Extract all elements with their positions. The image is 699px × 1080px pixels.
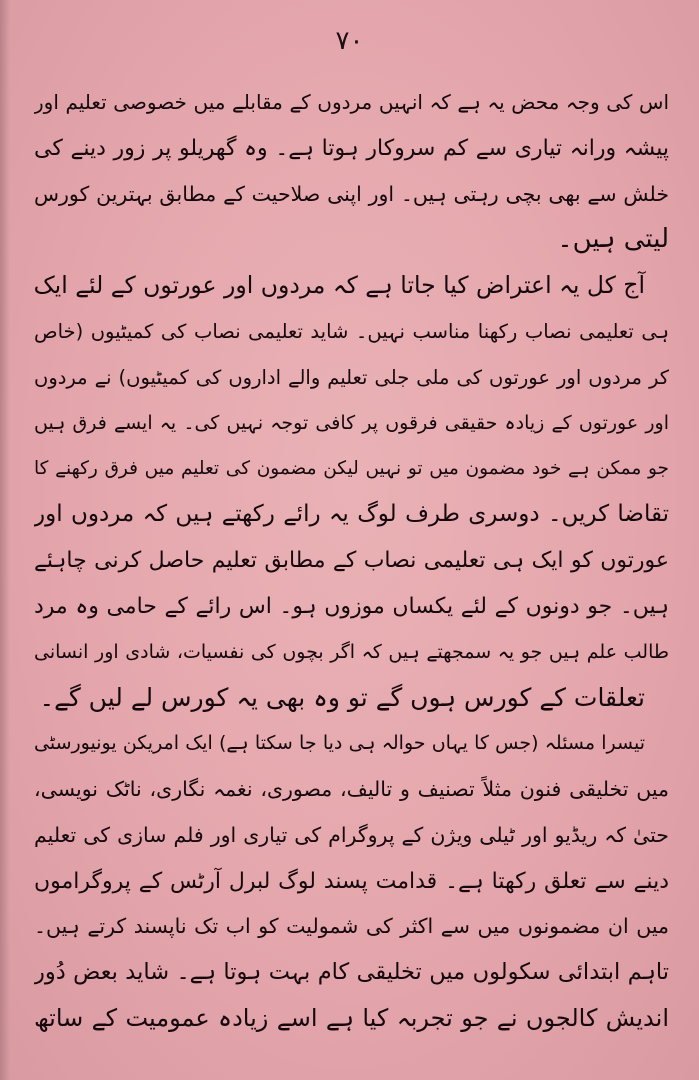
text-line: کر مردوں اور عورتوں کی ملی جلی تعلیم والے اداروں کی کمیٹیوں) نے مردوں <box>34 365 669 389</box>
text-line: عورتوں کو ایک ہی تعلیمی نصاب کے مطابق تعلیم حاصل کرنی چاہئے <box>34 547 669 573</box>
page-number: ۷۰ <box>335 26 364 56</box>
text-line: ہیں۔ جو دونوں کے لئے یکساں موزوں ہو۔ اس رائے کے حامی وہ مرد <box>34 593 669 619</box>
paragraph-3 <box>34 721 669 1042</box>
text-line: اور عورتوں کے زیادہ حقیقی فرقوں پر کافی توجہ نہیں کی۔ یہ ایسے فرق ہیں <box>34 411 669 434</box>
text-line: تیسرا مسئلہ (جس کا یہاں حوالہ ہی دیا جا سکتا ہے) ایک امریکن یونیورسٹی <box>34 732 645 755</box>
text-line: جو ممکن ہے خود مضمون میں تو نہیں لیکن مضمون کی تعلیم میں فرق رکھنے کا <box>34 458 669 480</box>
paragraph-2 <box>34 263 669 721</box>
text-line: تقاضا کریں۔ دوسری طرف لوگ یہ رائے رکھتے ہیں کہ مردوں اور <box>34 501 669 528</box>
text-line: دینے سے تعلق رکھتا ہے۔ قدامت پسند لوگ لبرل آرٹس کے پروگراموں <box>34 868 669 894</box>
paragraph-1 <box>34 80 669 263</box>
page-body <box>34 80 669 1042</box>
text-line: آج کل یہ اعتراض کیا جاتا ہے کہ مردوں اور عورتوں کے لئے ایک <box>34 271 645 300</box>
text-line: اندیش کالجوں نے جو تجربہ کیا ہے اسے زیادہ عمومیت کے ساتھ <box>34 1003 669 1032</box>
text-line: میں تخلیقی فنون مثلاً تصنیف و تالیف، مصوری، نغمہ نگاری، ناٹک نویسی، <box>34 776 669 801</box>
text-line: حتیٰ کہ ریڈیو اور ٹیلی ویژن کے پروگرام کی تیاری اور فلم سازی کی تعلیم <box>34 822 669 847</box>
text-line: خلش سے بھی بچی رہتی ہیں۔ اور اپنی صلاحیت کے مطابق بہترین کورس <box>34 181 669 206</box>
text-line: طالب علم ہیں جو یہ سمجھتے ہیں کہ اگر بچوں کی نفسیات، شادی اور انسانی <box>34 640 669 663</box>
text-line: لیتی ہیں۔ <box>557 224 669 255</box>
text-line: تاہم ابتدائی سکولوں میں تخلیقی کام بہت ہوتا ہے۔ شاید بعض دُور <box>34 959 669 986</box>
page-edge-shadow <box>0 0 10 1080</box>
text-line: میں ان مضمونوں میں سے اکثر کی شمولیت کو اب تک ناپسند کرتے ہیں۔ <box>34 914 669 939</box>
text-line: پیشہ ورانہ تیاری سے کم سروکار ہوتا ہے۔ وہ گھریلو پر زور دینے کی <box>34 135 669 161</box>
text-line: اس کی وجہ محض یہ ہے کہ انہیں مردوں کے مقابلے میں خصوصی تعلیم اور <box>34 90 669 114</box>
text-line: تعلقات کے کورس ہوں گے تو وہ بھی یہ کورس لے لیں گے۔ <box>39 683 645 713</box>
text-line: ہی تعلیمی نصاب رکھنا مناسب نہیں۔ شاید تعلیمی نصاب کی کمیٹیوں (خاص <box>34 319 669 343</box>
